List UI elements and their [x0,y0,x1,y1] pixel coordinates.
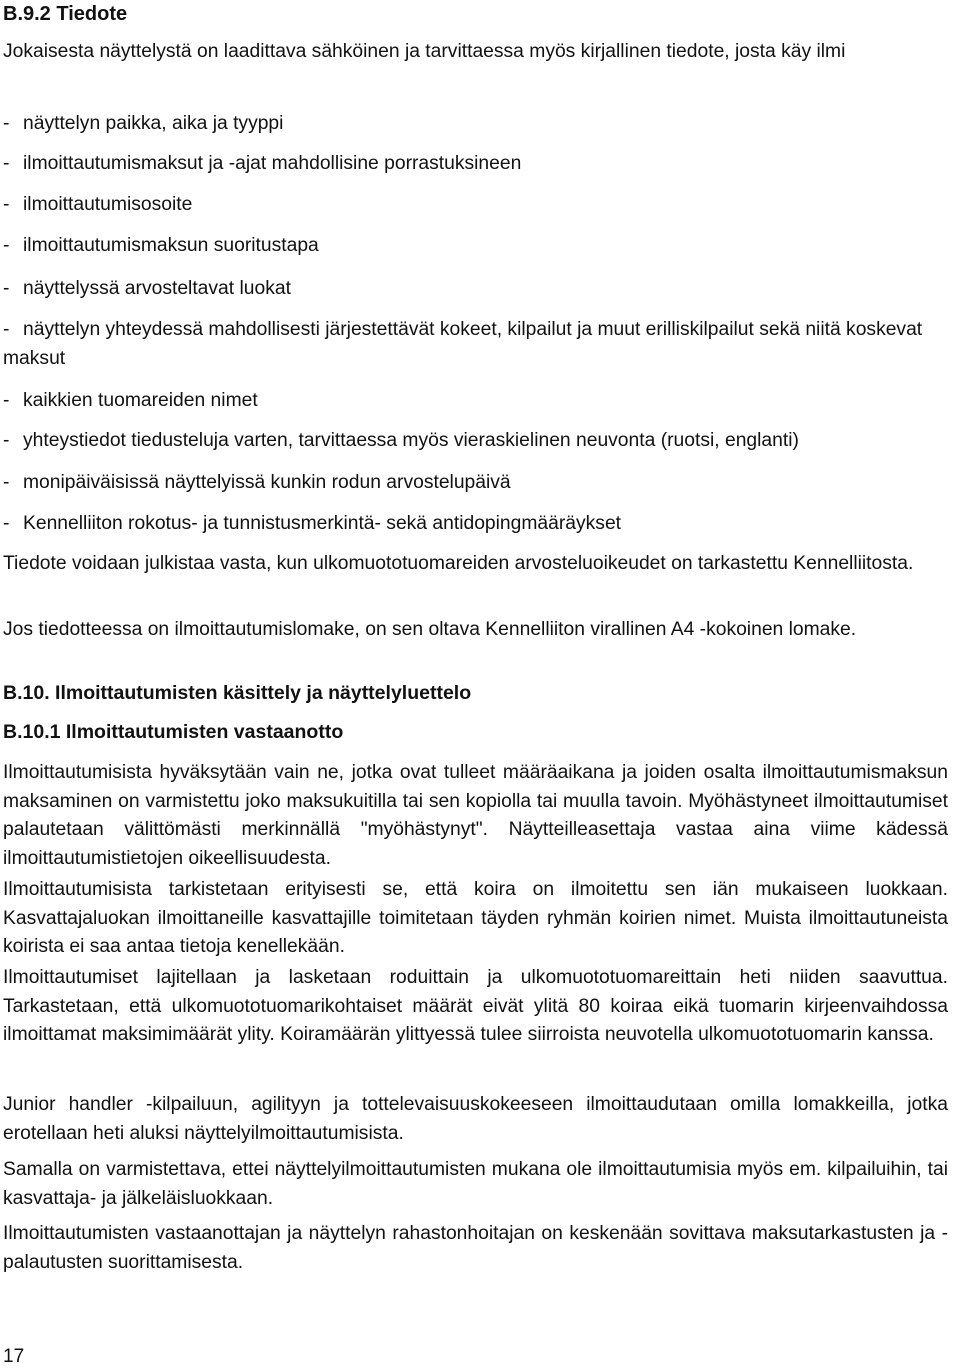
list-item [3,275,953,304]
list-dash: - [3,472,10,493]
list-item [3,427,953,456]
list-item-text: Kennelliiton rokotus- ja tunnistusmerkintä- sekä antidopingmääräykset [23,513,622,534]
list-item-text: näyttelyn paikka, aika ja tyyppi [23,113,284,134]
list-item-text: ilmoittautumisosoite [23,194,193,215]
form-paragraph: Jos tiedotteessa on ilmoittautumislomake, on sen oltava Kennelliiton virallinen A4 -kokoinen lomake. [3,619,857,640]
section-heading-b10: B.10. Ilmoittautumisten käsittely ja näyttelyluettelo [3,682,472,704]
publish-paragraph: Tiedote voidaan julkistaa vasta, kun ulkomuototuomareiden arvosteluoikeudet on tarkastettu Kennelliitosta. [3,553,914,574]
list-item-text: ilmoittautumismaksun suoritustapa [23,235,319,256]
list-item [3,510,953,539]
list-item [3,469,953,498]
list-dash: - [3,430,10,451]
list-dash: - [3,194,10,215]
list-item-text: yhteystiedot tiedusteluja varten, tarvittaessa myös vieraskielinen neuvonta (ruotsi, englanti) [23,430,799,451]
list-dash: - [3,113,10,134]
section-heading-b92: B.9.2 Tiedote [3,3,128,25]
list-item-text: näyttelyssä arvosteltavat luokat [23,278,291,299]
list-item [3,150,953,179]
list-dash: - [3,513,10,534]
list-item [3,316,953,373]
list-item-text: kaikkien tuomareiden nimet [23,390,258,411]
list-item-text: näyttelyn yhteydessä mahdollisesti järjestettävät kokeet, kilpailut ja muut erilliskilpailut sekä niitä koskevat maksut [3,319,923,369]
list-dash: - [3,390,10,411]
list-dash: - [3,278,10,299]
body-paragraph: Ilmoittautumisista tarkistetaan erityisesti se, että koira on ilmoitettu sen iän mukaiseen luokkaan. Kasvattajaluokan ilmoittaneille kasvattajille toimitetaan täyden ryhmän koirien nimet. Muista ilmoittautuneista koirista ei saa antaa tietoja kenellekään. [3,879,948,957]
body-paragraph: Ilmoittautumiset lajitellaan ja lasketaan roduittain ja ulkomuototuomareittain heti niiden saavuttua. Tarkastetaan, että ulkomuototuomarikohtaiset määrät eivät ylitä 80 koiraa eikä tuomarin kirjeenvaihdossa ilmoittamat maksimimäärät ylity. Koiramäärän ylittyessä tulee siirroista neuvotella ulkomuototuomarin kanssa. [3,967,948,1045]
body-paragraph: Ilmoittautumisten vastaanottajan ja näyttelyn rahastonhoitajan on keskenään sovittava maksutarkastusten ja -palautusten suorittamisesta. [3,1223,948,1273]
section-heading-b101: B.10.1 Ilmoittautumisten vastaanotto [3,721,344,743]
list-item [3,387,953,416]
list-item [3,232,953,261]
list-dash: - [3,319,10,340]
body-paragraph: Samalla on varmistettava, ettei näyttelyilmoittautumisten mukana ole ilmoittautumisia myös em. kilpailuihin, tai kasvattaja- ja jälkeläisluokkaan. [3,1159,948,1209]
list-dash: - [3,153,10,174]
body-paragraph: Junior handler -kilpailuun, agilityyn ja tottelevaisuuskokeeseen ilmoittaudutaan omilla lomakkeilla, jotka erotellaan heti aluksi näyttelyilmoittautumisista. [3,1094,948,1144]
page-number: 17 [3,1346,25,1367]
list-dash: - [3,235,10,256]
list-item-text: monipäiväisissä näyttelyissä kunkin rodun arvostelupäivä [23,472,511,493]
list-item [3,110,953,139]
body-paragraph: Ilmoittautumisista hyväksytään vain ne, jotka ovat tulleet määräaikana ja joiden osalta ilmoittautumismaksun maksaminen on varmistettu joko maksukuitilla tai sen kopiolla tai muulla tavoin. Myöhästyneet ilmoittautumiset palautetaan välittömästi merkinnällä "myöhästynyt". Näytteilleasettaja vastaa aina viime kädessä ilmoittautumistietojen oikeellisuudesta. [3,762,948,869]
intro-paragraph: Jokaisesta näyttelystä on laadittava sähköinen ja tarvittaessa myös kirjallinen tiedote, josta käy ilmi [3,41,846,62]
list-item [3,191,953,220]
list-item-text: ilmoittautumismaksut ja -ajat mahdollisine porrastuksineen [23,153,522,174]
